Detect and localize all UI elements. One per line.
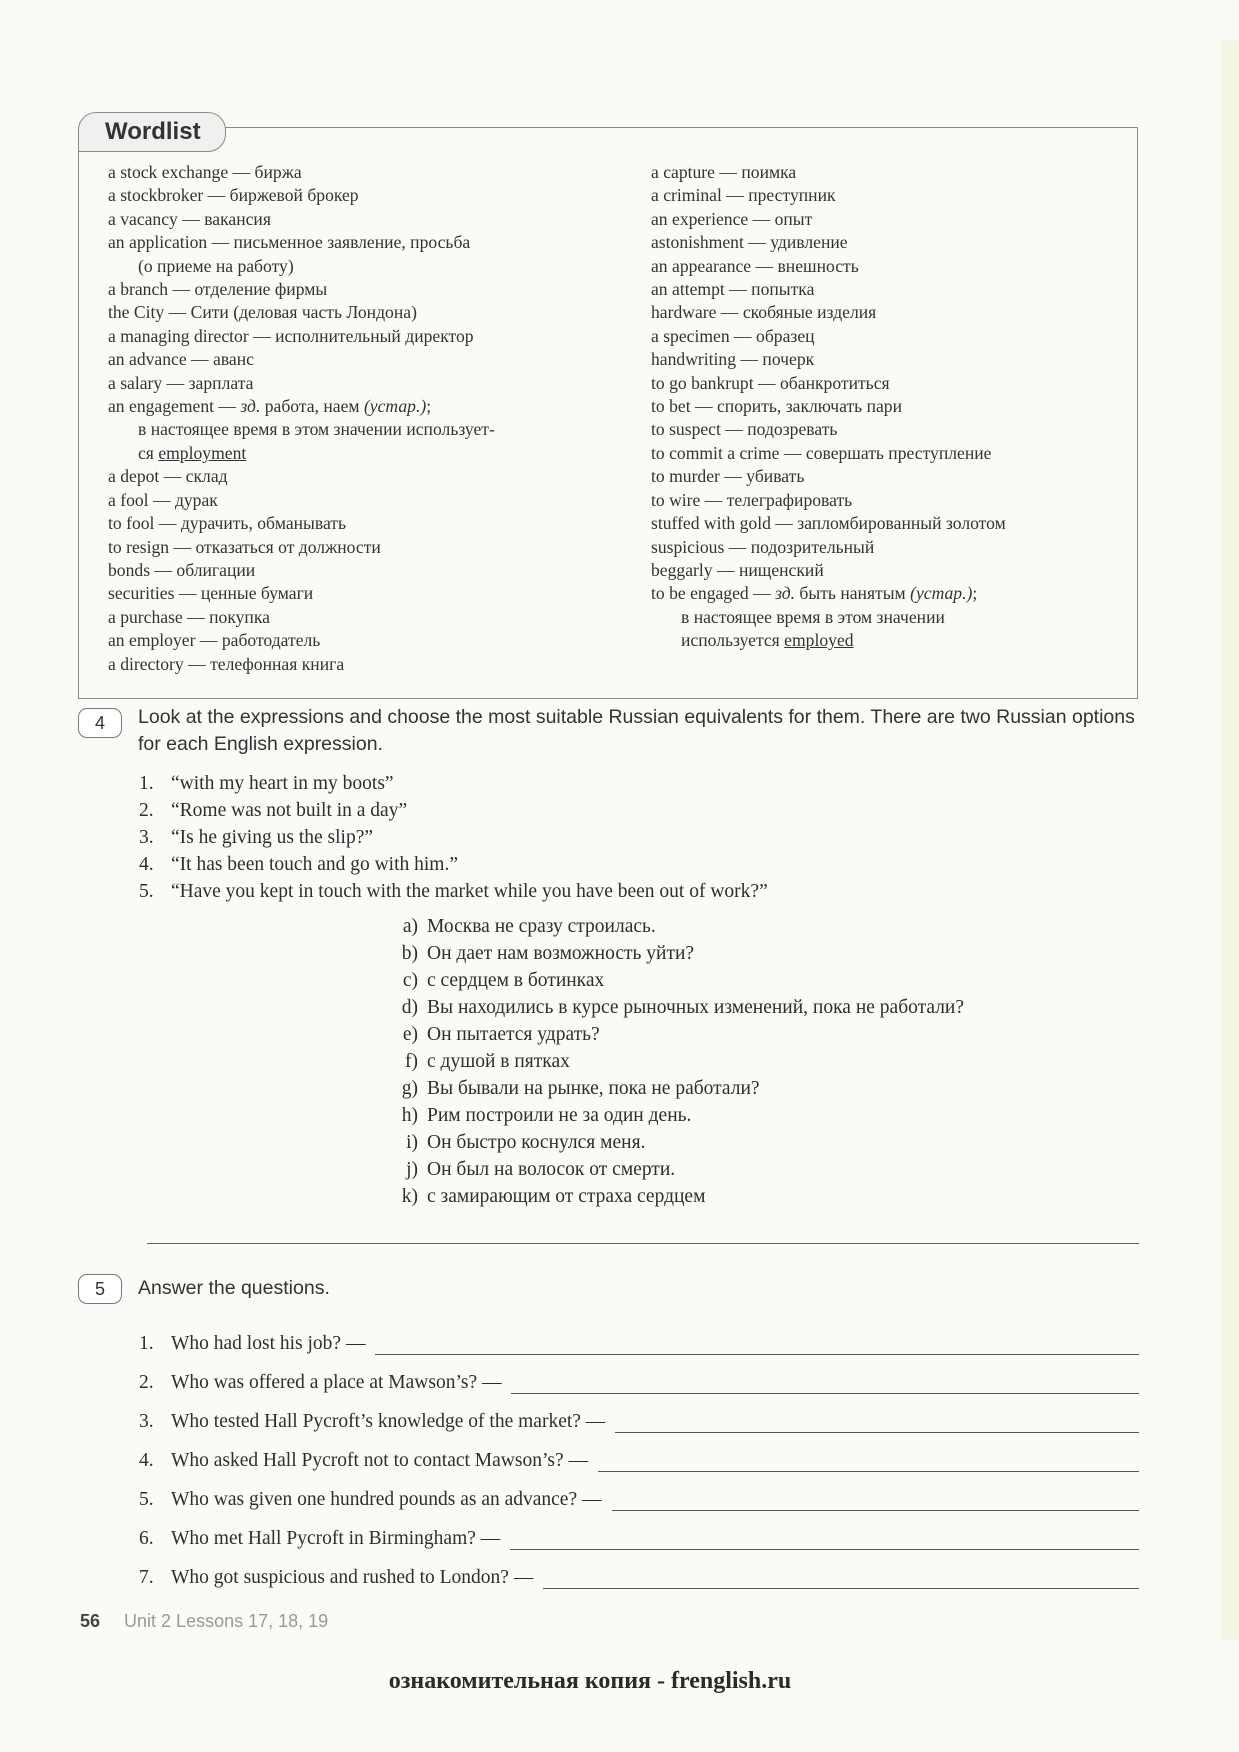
- answer-line[interactable]: [615, 1410, 1139, 1433]
- wordlist-entry: beggarly — нищенский: [651, 559, 824, 580]
- question-text: Who tested Hall Pycroft’s knowledge of the market? —: [171, 1411, 606, 1432]
- question-number: 7.: [139, 1567, 154, 1588]
- expression-item: [139, 770, 768, 797]
- option-text: Он дает нам возможность уйти?: [427, 943, 695, 964]
- expression-item: [139, 878, 768, 905]
- wordlist-entry: securities — ценные бумаги: [108, 583, 314, 604]
- wordlist-entry: astonishment — удивление: [651, 232, 848, 253]
- question-row: [139, 1472, 1139, 1511]
- wordlist-left-column: [108, 161, 628, 676]
- wordlist-entry: an advance — аванс: [108, 349, 254, 370]
- option-text: Он был на волосок от смерти.: [427, 1159, 676, 1180]
- option-item: [380, 1075, 964, 1102]
- wordlist-entry: the City — Сити (деловая часть Лондона): [108, 302, 417, 323]
- wordlist-entry: an employer — работодатель: [108, 630, 321, 651]
- option-letter: b): [401, 943, 418, 964]
- wordlist-note: (устар.): [363, 396, 427, 417]
- wordlist-entry: a criminal — преступник: [651, 185, 836, 206]
- wordlist-entry: to resign — отказаться от должности: [108, 536, 381, 557]
- option-item: [380, 1183, 964, 1210]
- question-row: [139, 1394, 1139, 1433]
- option-letter: e): [402, 1024, 418, 1045]
- exercise-5-instruction: Answer the questions.: [138, 1277, 330, 1299]
- option-text: Рим построили не за один день.: [427, 1105, 692, 1126]
- answer-line[interactable]: [375, 1332, 1139, 1355]
- option-item: [380, 913, 964, 940]
- option-letter: i): [406, 1132, 418, 1153]
- option-letter: d): [401, 997, 418, 1018]
- question-row: [139, 1511, 1139, 1550]
- item-number: 2.: [139, 800, 154, 821]
- wordlist-text: быть нанятым: [795, 583, 911, 604]
- option-item: [380, 1156, 964, 1183]
- wordlist-right-column: [651, 161, 1131, 653]
- wordlist-entry: a vacancy — вакансия: [108, 208, 271, 229]
- wordlist-text: to be engaged —: [651, 583, 776, 604]
- wordlist-entry: an experience — опыт: [651, 208, 813, 229]
- wordlist-entry: to go bankrupt — обанкротиться: [651, 372, 890, 393]
- wordlist-entry: an attempt — попытка: [651, 279, 815, 300]
- item-number: 5.: [139, 881, 154, 902]
- wordlist-entry: hardware — скобяные изделия: [651, 302, 877, 323]
- wordlist-underlined-word: employed: [784, 630, 854, 651]
- option-text: с замирающим от страха сердцем: [427, 1186, 706, 1207]
- option-letter: a): [402, 916, 418, 937]
- wordlist-entry: bonds — облигации: [108, 559, 256, 580]
- wordlist-entry: an application — письменное заявление, просьба: [108, 232, 471, 253]
- option-item: [380, 994, 964, 1021]
- option-letter: f): [405, 1051, 418, 1072]
- wordlist-entry: a salary — зарплата: [108, 372, 254, 393]
- wordlist-text: ;: [426, 396, 432, 417]
- option-text: Вы бывали на рынке, пока не работали?: [427, 1078, 760, 1099]
- wordlist-entry: a managing director — исполнительный директор: [108, 325, 474, 346]
- wordlist-text: ;: [972, 583, 978, 604]
- wordlist-entry: suspicious — подозрительный: [651, 536, 875, 557]
- wordlist-note: зд.: [775, 583, 796, 604]
- question-text: Who asked Hall Pycroft not to contact Mawson’s? —: [171, 1450, 588, 1471]
- wordlist-entry: a branch — отделение фирмы: [108, 279, 328, 300]
- answer-line[interactable]: [598, 1449, 1139, 1472]
- wordlist-entry: to commit a crime — совершать преступление: [651, 442, 992, 463]
- section-divider: [147, 1243, 1139, 1244]
- item-number: 3.: [139, 827, 154, 848]
- wordlist-entry-continuation: [108, 442, 628, 465]
- item-text: “Is he giving us the slip?”: [171, 827, 373, 848]
- question-row: [139, 1550, 1139, 1589]
- option-text: Он пытается удрать?: [427, 1024, 600, 1045]
- answer-line[interactable]: [510, 1527, 1139, 1550]
- item-number: 1.: [139, 773, 154, 794]
- question-number: 1.: [139, 1333, 154, 1354]
- wordlist-underlined-word: employment: [158, 442, 247, 463]
- item-text: “Have you kept in touch with the market while you have been out of work?”: [171, 881, 768, 902]
- wordlist-entry: [651, 582, 1131, 605]
- question-row: [139, 1355, 1139, 1394]
- wordlist-entry: to suspect — подозревать: [651, 419, 838, 440]
- question-row: [139, 1316, 1139, 1355]
- question-text: Who got suspicious and rushed to London? —: [171, 1567, 534, 1588]
- wordlist-text: работа, наем: [260, 396, 364, 417]
- item-number: 4.: [139, 854, 154, 875]
- exercise-4-expressions: [139, 770, 768, 905]
- exercise-5-questions: [139, 1316, 1139, 1589]
- question-text: Who had lost his job? —: [171, 1333, 366, 1354]
- item-text: “with my heart in my boots”: [171, 773, 394, 794]
- wordlist-text: ся: [138, 442, 159, 463]
- item-text: “Rome was not built in a day”: [171, 800, 408, 821]
- option-text: Вы находились в курсе рыночных изменений, пока не работали?: [427, 997, 965, 1018]
- wordlist-entry: a stock exchange — биржа: [108, 162, 302, 182]
- wordlist-entry-continuation: (о приеме на работу): [138, 255, 294, 276]
- wordlist-note: (устар.): [910, 583, 973, 604]
- answer-line[interactable]: [543, 1566, 1139, 1589]
- option-letter: g): [401, 1078, 418, 1099]
- wordlist-entry: [108, 395, 628, 418]
- option-letter: k): [401, 1186, 418, 1207]
- question-number: 5.: [139, 1489, 154, 1510]
- wordlist-entry: an appearance — внешность: [651, 255, 859, 276]
- page-number: 56: [80, 1611, 101, 1631]
- option-letter: h): [401, 1105, 418, 1126]
- wordlist-entry: a capture — поимка: [651, 162, 797, 182]
- unit-label: Unit 2 Lessons 17, 18, 19: [124, 1611, 329, 1631]
- wordlist-entry: handwriting — почерк: [651, 349, 815, 370]
- answer-line[interactable]: [612, 1488, 1140, 1511]
- wordlist-entry: a directory — телефонная книга: [108, 653, 345, 674]
- wordlist-title: Wordlist: [78, 112, 226, 152]
- option-item: [380, 1048, 964, 1075]
- option-item: [380, 967, 964, 994]
- option-item: [380, 1129, 964, 1156]
- wordlist-entry-continuation: [651, 629, 1131, 652]
- exercise-4-instruction: Look at the expressions and choose the most suitable Russian equivalents for them. There are two Russian options for each English expression.: [138, 706, 1135, 755]
- wordlist-entry: to fool — дурачить, обманывать: [108, 513, 347, 534]
- option-text: с душой в пятках: [427, 1051, 570, 1072]
- question-text: Who was offered a place at Mawson’s? —: [171, 1372, 502, 1393]
- exercise-5-number: 5: [78, 1274, 122, 1304]
- page-edge-strip: [1221, 40, 1239, 1640]
- answer-line[interactable]: [511, 1371, 1139, 1394]
- question-number: 6.: [139, 1528, 154, 1549]
- expression-item: [139, 824, 768, 851]
- wordlist-entry: a specimen — образец: [651, 325, 815, 346]
- exercise-4-options: [380, 913, 964, 1210]
- wordlist-entry: to murder — убивать: [651, 466, 805, 487]
- question-number: 2.: [139, 1372, 154, 1393]
- question-number: 3.: [139, 1411, 154, 1432]
- option-item: [380, 1021, 964, 1048]
- wordlist-entry: a purchase — покупка: [108, 606, 270, 627]
- watermark: ознакомительная копия - frenglish.ru: [388, 1668, 792, 1694]
- option-text: Он быстро коснулся меня.: [427, 1132, 646, 1153]
- wordlist-entry: to wire — телеграфировать: [651, 489, 853, 510]
- wordlist-entry: a stockbroker — биржевой брокер: [108, 185, 359, 206]
- option-letter: j): [406, 1159, 418, 1180]
- exercise-4-number: 4: [78, 708, 122, 738]
- wordlist-entry: a depot — склад: [108, 466, 228, 487]
- question-text: Who was given one hundred pounds as an advance? —: [171, 1489, 602, 1510]
- option-text: Москва не сразу строилась.: [427, 916, 656, 937]
- option-letter: c): [402, 970, 418, 991]
- expression-item: [139, 851, 768, 878]
- wordlist-entry-continuation: в настоящее время в этом значении использует-: [138, 419, 495, 440]
- wordlist-entry: to bet — спорить, заключать пари: [651, 396, 903, 417]
- page-footer: [80, 1611, 328, 1632]
- item-text: “It has been touch and go with him.”: [171, 854, 459, 875]
- option-item: [380, 1102, 964, 1129]
- wordlist-text: используется: [681, 630, 785, 651]
- wordlist-text: an engagement —: [108, 396, 241, 417]
- question-row: [139, 1433, 1139, 1472]
- option-item: [380, 940, 964, 967]
- wordlist-entry: stuffed with gold — запломбированный золотом: [651, 513, 1006, 534]
- expression-item: [139, 797, 768, 824]
- wordlist-entry: a fool — дурак: [108, 489, 218, 510]
- question-number: 4.: [139, 1450, 154, 1471]
- wordlist-note: зд.: [240, 396, 261, 417]
- option-text: с сердцем в ботинках: [427, 970, 605, 991]
- wordlist-entry-continuation: в настоящее время в этом значении: [681, 606, 945, 627]
- question-text: Who met Hall Pycroft in Birmingham? —: [171, 1528, 501, 1549]
